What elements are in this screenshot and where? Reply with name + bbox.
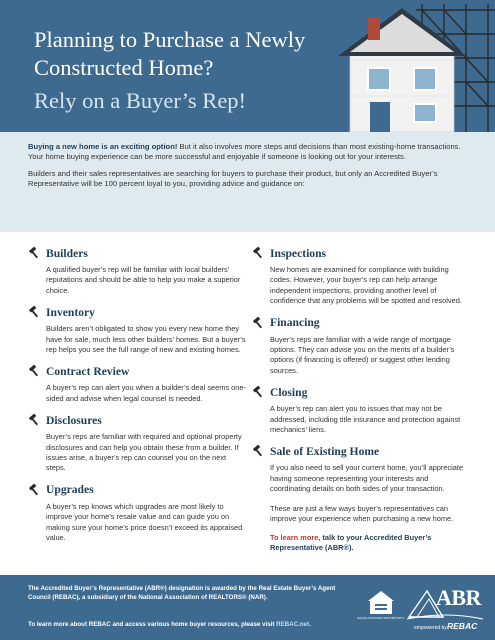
intro-lead-bold: Buying a new home is an exciting option! (28, 142, 178, 151)
intro-lead-rest: But it also involves more steps and decisions than most existing-home transactions. Your home buying experience can be more successful and enjoyable if someone is looking out for your interests. (28, 142, 461, 162)
right-column (252, 246, 470, 553)
section-body: A buyer’s rep can alert you to issues that may not be addressed, including title insurance and protection against mechanics’ liens. (270, 404, 461, 435)
call-to-action (252, 533, 470, 554)
section-financing (252, 316, 470, 377)
section-body: Buyer’s reps are familiar with a wide range of mortgage options. They can advise you on the merits of a builder’s options (if financing is offered) or suggest other lending sources. (270, 334, 455, 375)
left-column (28, 246, 246, 553)
section-title: Financing (270, 316, 320, 330)
section-contract-review (28, 364, 246, 404)
section-inventory (28, 305, 246, 355)
cta-rest: talk to your Accredited Buyer’s Representative (ABR®). (270, 532, 432, 552)
section-upgrades (28, 483, 246, 544)
hammer-icon (252, 317, 264, 329)
section-title: Contract Review (46, 364, 130, 378)
hammer-icon (28, 306, 40, 318)
house-illustration (330, 0, 495, 132)
powered-by-label: empowered by (414, 625, 447, 631)
section-body: Buyer’s reps are familiar with required and optional property disclosures and can help you obtain these from a builder. If issues arise, a buyer’s rep can counsel you on the next steps. (46, 432, 242, 473)
hammer-icon (28, 414, 40, 426)
section-title: Inspections (270, 246, 327, 260)
intro-paragraph-1 (28, 142, 467, 163)
hammer-icon (28, 247, 40, 259)
hammer-icon (252, 445, 264, 457)
cta-highlight: To learn more, (270, 532, 321, 542)
section-body: A buyer’s rep can alert you when a builder’s deal seems one-sided and advise when legal counsel is needed. (46, 383, 246, 403)
section-body: If you also need to sell your current home, you’ll appreciate having someone representing your interests and coordinating details on both sides of your transaction. (270, 463, 464, 494)
section-closing (252, 385, 470, 435)
designation-text: The Accredited Buyer’s Representative (ABR®) designation is awarded by the Real Estate Buyer’s Agent Council (REBAC), a subsidiary of the National Association of REALTORS® (NAR). (28, 585, 336, 601)
section-body: New homes are examined for compliance with building codes. However, your buyer’s rep can help arrange independent inspections, providing another level of confidence that any problems will be spotted and resolved. (270, 265, 462, 306)
section-body: A qualified buyer’s rep will be familiar with local builders’ reputations and should be able to help you make a superior choice. (46, 265, 241, 295)
header-banner (0, 0, 495, 132)
section-title: Sale of Existing Home (270, 444, 380, 458)
hammer-icon (28, 484, 40, 496)
section-title: Closing (270, 385, 308, 399)
section-title: Disclosures (46, 413, 102, 427)
hammer-icon (28, 365, 40, 377)
intro-section (0, 132, 495, 232)
rebac-link[interactable]: REBAC.net (276, 621, 310, 628)
section-body: A buyer’s rep knows which upgrades are most likely to improve your home’s resale value and can guide you on making sure your home’s price doesn’t exceed its appraised value. (46, 501, 243, 543)
section-inspections (252, 246, 470, 307)
intro-paragraph-2: Builders and their sales representatives are searching for buyers to purchase their product, but only an Accredited Buyer’s Representative will be 100 percent loyal to you, providing advice and guidance on: (28, 168, 438, 188)
section-title: Builders (46, 246, 88, 260)
hammer-icon (252, 247, 264, 259)
section-builders (28, 246, 246, 296)
hammer-icon (252, 386, 264, 398)
footer-banner (0, 575, 495, 640)
section-title: Upgrades (46, 483, 94, 497)
section-body: Builders aren’t obligated to show you every new home they have for sale, much less other builders’ homes. But a buyer’s rep helps you see the full range of new and existing homes. (46, 324, 246, 355)
page-subtitle: Rely on a Buyer’s Rep! (34, 88, 247, 113)
section-disclosures (28, 413, 246, 474)
rebac-logo-text: REBAC (447, 621, 478, 631)
abr-logo-text: ABR (436, 585, 481, 610)
eho-label: EQUAL HOUSING OPPORTUNITY (357, 616, 405, 620)
closing-paragraph: These are just a few ways buyer’s representatives can improve your experience when purchasing a new home. (270, 503, 454, 524)
section-title: Inventory (46, 305, 95, 319)
learn-more-end: . (309, 621, 311, 628)
equal-housing-icon (357, 589, 405, 625)
learn-more-text (28, 621, 388, 628)
section-sale-existing-home (252, 444, 470, 494)
learn-more-label: To learn more about REBAC and access various home buyer resources, please visit (28, 621, 277, 628)
page-title: Planning to Purchase a Newly Constructed Home? (34, 27, 306, 80)
